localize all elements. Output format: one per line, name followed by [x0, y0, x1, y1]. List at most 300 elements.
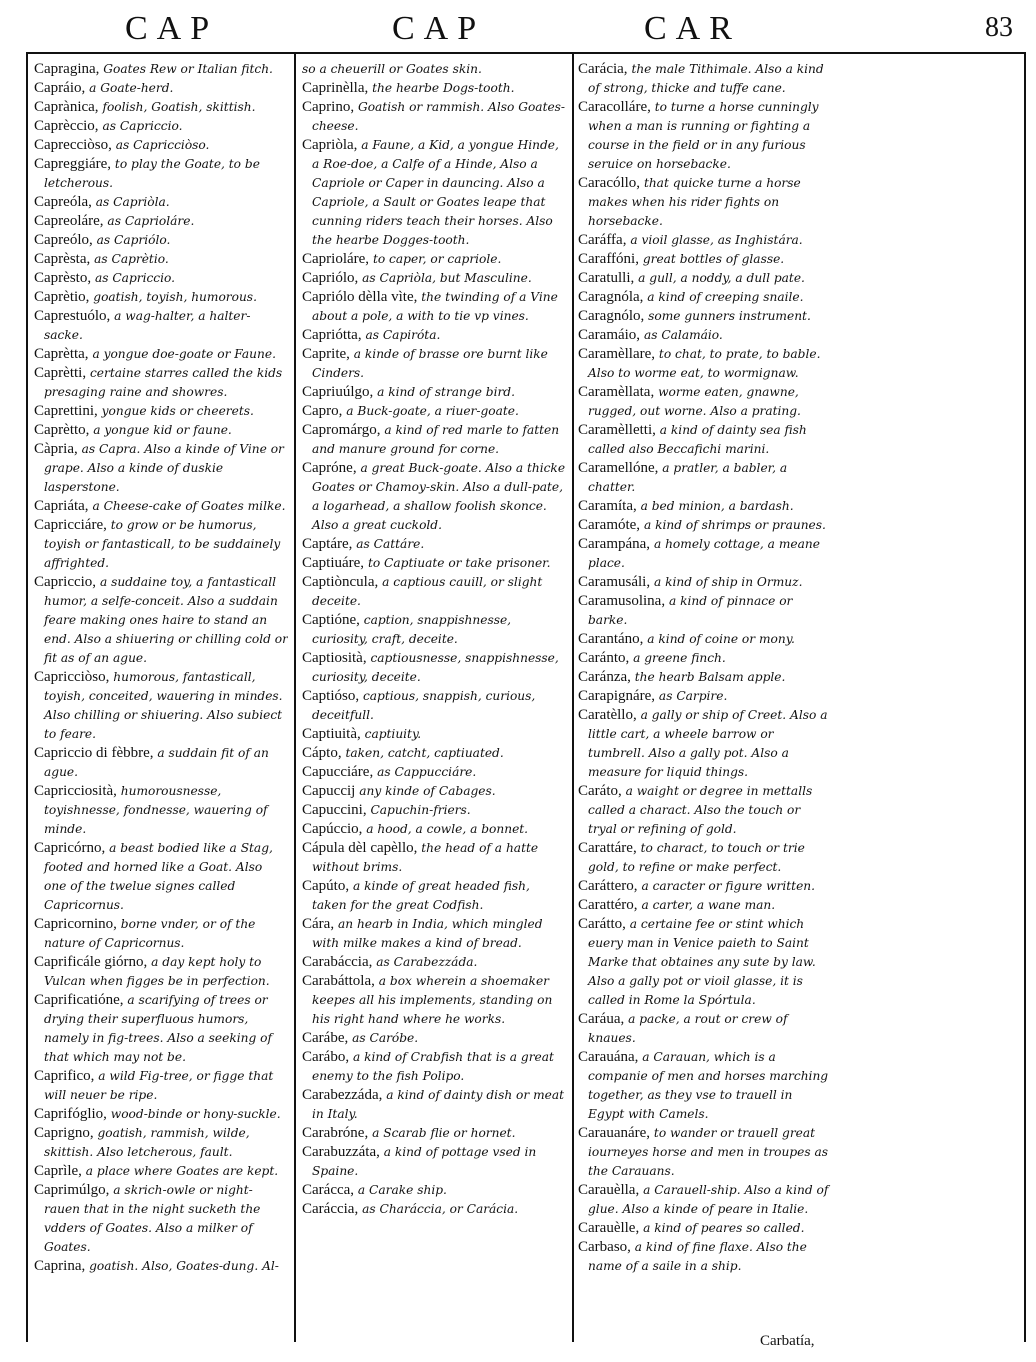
entry-definition: as Caróbe.: [352, 1031, 419, 1045]
entry-headword: Capreóla,: [34, 194, 92, 210]
running-head-center: CAP: [392, 10, 486, 47]
dictionary-entry: [578, 1219, 832, 1238]
dictionary-entry: [578, 1181, 832, 1219]
dictionary-entry: [302, 744, 566, 763]
dictionary-entry: [578, 497, 832, 516]
entry-headword: Caprifico,: [34, 1068, 95, 1084]
entry-definition: a wild Fig-tree, or figge that will neuer be ripe.: [44, 1069, 274, 1102]
entry-headword: Caprestuólo,: [34, 308, 111, 324]
column-divider-2: [572, 54, 574, 1342]
entry-headword: Carabezzáda,: [302, 1087, 383, 1103]
dictionary-entry: [34, 953, 288, 991]
right-rule: [1024, 52, 1026, 1342]
entry-definition: as Carabezzáda.: [376, 955, 478, 969]
entry-headword: Captáre,: [302, 536, 353, 552]
dictionary-entry: [34, 516, 288, 573]
entry-headword: Carabróne,: [302, 1125, 369, 1141]
dictionary-entry: [302, 782, 566, 801]
dictionary-entry: [302, 1200, 566, 1219]
entry-headword: Caprètti,: [34, 365, 87, 381]
dictionary-entry: [578, 706, 832, 782]
dictionary-entry: [578, 573, 832, 592]
entry-headword: Caragnóla,: [578, 289, 644, 305]
dictionary-entry: [302, 1181, 566, 1200]
entry-headword: Carapignáre,: [578, 688, 656, 704]
entry-definition: a kinde of brasse ore burnt like Cinders.: [312, 347, 548, 380]
dictionary-entry: [578, 839, 832, 877]
entry-definition: a hood, a cowle, a bonnet.: [366, 822, 529, 836]
entry-definition: to turne a horse cunningly when a man is running or fighting a course in the field or in any furious seruice on horsebacke.: [588, 100, 819, 171]
entry-definition: a Buck-goate, a riuer-goate.: [346, 404, 519, 418]
entry-definition: great bottles of glasse.: [642, 252, 785, 266]
entry-headword: Capriótta,: [302, 327, 362, 343]
entry-headword: Cápula dèl capèllo,: [302, 840, 418, 856]
entry-headword: Captiuità,: [302, 726, 361, 742]
running-head-left: CAP: [125, 10, 219, 47]
entry-headword: Caprinèlla,: [302, 80, 369, 96]
dictionary-entry: [302, 60, 566, 79]
entry-headword: Captióso,: [302, 688, 360, 704]
page-number: 83: [985, 12, 1013, 43]
entry-definition: humorousnesse, toyishnesse, fondnesse, wauering of minde.: [44, 784, 268, 836]
entry-headword: Caprifóglio,: [34, 1106, 107, 1122]
dictionary-entry: [578, 174, 832, 231]
dictionary-entry: [34, 915, 288, 953]
entry-definition: a Carauell-ship. Also a kind of glue. Also a kinde of peare in Italie.: [588, 1183, 829, 1216]
entry-headword: Caragnólo,: [578, 308, 645, 324]
entry-headword: Capriólo,: [302, 270, 359, 286]
dictionary-entry: [34, 573, 288, 668]
entry-headword: Capráio,: [34, 80, 86, 96]
entry-headword: Caprificatióne,: [34, 992, 124, 1008]
entry-definition: a waight or degree in mettalls called a charact. Also the touch or tryal or refining of gold.: [588, 784, 813, 836]
entry-headword: Caprimúlgo,: [34, 1182, 110, 1198]
entry-headword: Capriuúlgo,: [302, 384, 374, 400]
entry-headword: Capricciòso,: [34, 669, 110, 685]
dictionary-entry: [34, 1067, 288, 1105]
dictionary-entry: [34, 1105, 288, 1124]
entry-definition: the male Tithimale. Also a kind of strong, thicke and tuffe cane.: [588, 62, 824, 95]
entry-definition: captiousnesse, snappishnesse, curiosity, deceite.: [312, 651, 559, 684]
dictionary-entry: [34, 60, 288, 79]
dictionary-entry: [302, 1029, 566, 1048]
dictionary-entry: [578, 383, 832, 421]
entry-definition: foolish, Goatish, skittish.: [102, 100, 256, 114]
dictionary-entry: [34, 345, 288, 364]
entry-headword: Caráto,: [578, 783, 622, 799]
entry-definition: a gull, a noddy, a dull pate.: [638, 271, 805, 285]
entry-headword: Captiòncula,: [302, 574, 379, 590]
entry-definition: a beast bodied like a Stag, footed and horned like a Goat. Also one of the twelue signes called Capricornus.: [44, 841, 273, 912]
entry-definition: a Scarab flie or hornet.: [372, 1126, 516, 1140]
entry-headword: Caránza,: [578, 669, 631, 685]
dictionary-entry: [578, 421, 832, 459]
dictionary-entry: [578, 250, 832, 269]
entry-headword: Capuccini,: [302, 802, 367, 818]
dictionary-entry: [34, 839, 288, 915]
dictionary-entry: [34, 364, 288, 402]
entry-definition: a Carauan, which is a companie of men and horses marching together, as they vse to trauell in Egypt with Camels.: [588, 1050, 829, 1121]
entry-definition: a kind of coine or mony.: [647, 632, 795, 646]
dictionary-entry: [578, 592, 832, 630]
entry-definition: a gally or ship of Creet. Also a little cart, a wheele barrow or tumbrell. Also a gally pot. Also a measure for liquid things.: [588, 708, 828, 779]
entry-definition: any kinde of Cabages.: [359, 784, 496, 798]
entry-definition: yongue kids or cheerets.: [101, 404, 254, 418]
entry-definition: as Caprètio.: [94, 252, 169, 266]
dictionary-entry: [578, 231, 832, 250]
entry-headword: Caratulli,: [578, 270, 635, 286]
entry-definition: a skrich-owle or night-rauen that in the night sucketh the vdders of Goates. Also a milker of Goates.: [44, 1183, 261, 1254]
entry-headword: Caprètta,: [34, 346, 89, 362]
dictionary-entry: [302, 877, 566, 915]
entry-headword: Caramèllare,: [578, 346, 656, 362]
dictionary-entry: [578, 269, 832, 288]
entry-headword: Caprètio,: [34, 289, 90, 305]
entry-definition: a kind of Crabfish that is a great enemy to the fish Polipo.: [312, 1050, 554, 1083]
dictionary-entry: [34, 155, 288, 193]
entry-headword: Capreggiáre,: [34, 156, 112, 172]
dictionary-entry: [578, 782, 832, 839]
entry-headword: Caramáio,: [578, 327, 641, 343]
entry-headword: Capúccio,: [302, 821, 363, 837]
entry-definition: a wag-halter, a halter-sacke.: [44, 309, 251, 342]
dictionary-entry: [302, 649, 566, 687]
entry-definition: goatish. Also, Goates-dung. Al-: [89, 1259, 279, 1273]
entry-definition: to charact, to touch or trie gold, to refine or make perfect.: [588, 841, 805, 874]
dictionary-entry: [34, 1124, 288, 1162]
entry-definition: a caracter or figure written.: [641, 879, 816, 893]
dictionary-entry: [578, 1048, 832, 1124]
dictionary-entry: [302, 136, 566, 250]
entry-definition: a kind of creeping snaile.: [647, 290, 804, 304]
dictionary-entry: [34, 231, 288, 250]
dictionary-entry: [34, 193, 288, 212]
entry-headword: Capreoláre,: [34, 213, 104, 229]
entry-headword: Carácia,: [578, 61, 628, 77]
entry-definition: a kind of shrimps or praunes.: [643, 518, 826, 532]
entry-headword: Caraffóni,: [578, 251, 639, 267]
entry-definition: a vioil glasse, as Inghistára.: [630, 233, 803, 247]
dictionary-entry: [578, 535, 832, 573]
entry-headword: Caprite,: [302, 346, 350, 362]
column-3: [578, 60, 832, 1338]
entry-definition: borne vnder, or of the nature of Capricornus.: [44, 917, 256, 950]
entry-headword: Caracóllo,: [578, 175, 641, 191]
dictionary-entry: [34, 1162, 288, 1181]
entry-definition: a pratler, a babler, a chatter.: [588, 461, 788, 494]
entry-definition: as Capra. Also a kinde of Vine or grape. Also a kinde of duskie lasperstone.: [44, 442, 284, 494]
entry-definition: the hearbe Dogs-tooth.: [372, 81, 515, 95]
catchword: Carbatía,: [760, 1333, 815, 1349]
entry-headword: Caprina,: [34, 1258, 86, 1274]
dictionary-entry: [302, 250, 566, 269]
entry-headword: Capriccio di fèbbre,: [34, 745, 154, 761]
entry-definition: as Capricciòso.: [115, 138, 210, 152]
entry-headword: Caprettini,: [34, 403, 98, 419]
entry-definition: taken, catcht, captiuated.: [345, 746, 504, 760]
entry-definition: a kind of pottage vsed in Spaine.: [312, 1145, 537, 1178]
entry-definition: Goatish or rammish. Also Goates-cheese.: [312, 100, 566, 133]
entry-headword: Carábo,: [302, 1049, 350, 1065]
entry-definition: captiuity.: [364, 727, 422, 741]
entry-headword: Carauána,: [578, 1049, 639, 1065]
entry-definition: as Capriccio.: [94, 271, 176, 285]
entry-headword: Capucciáre,: [302, 764, 374, 780]
entry-headword: Caramusolina,: [578, 593, 666, 609]
dictionary-entry: [578, 288, 832, 307]
entry-headword: Capreólo,: [34, 232, 93, 248]
dictionary-entry: [302, 953, 566, 972]
dictionary-entry: [302, 402, 566, 421]
dictionary-entry: [34, 991, 288, 1067]
entry-headword: Capricciosità,: [34, 783, 117, 799]
dictionary-entry: [578, 877, 832, 896]
entry-headword: Carauanáre,: [578, 1125, 651, 1141]
dictionary-entry: [34, 79, 288, 98]
dictionary-entry: [578, 668, 832, 687]
dictionary-entry: [578, 649, 832, 668]
entry-definition: as Caprioláre.: [107, 214, 195, 228]
dictionary-entry: [34, 402, 288, 421]
entry-definition: to Captiuate or take prisoner.: [367, 556, 551, 570]
entry-definition: wood-binde or hony-suckle.: [110, 1107, 281, 1121]
entry-headword: Caráccia,: [302, 1201, 359, 1217]
dictionary-entry: [34, 136, 288, 155]
dictionary-entry: [302, 687, 566, 725]
entry-headword: Carantáno,: [578, 631, 644, 647]
dictionary-entry: [302, 421, 566, 459]
entry-definition: a kind of fine flaxe. Also the name of a saile in a ship.: [588, 1240, 807, 1273]
entry-headword: Capuccij: [302, 783, 356, 799]
entry-definition: a Goate-herd.: [89, 81, 174, 95]
entry-headword: Caramóte,: [578, 517, 641, 533]
entry-headword: Caránto,: [578, 650, 630, 666]
entry-definition: a yongue kid or faune.: [93, 423, 232, 437]
top-rule: [26, 52, 1026, 54]
dictionary-entry: [578, 687, 832, 706]
entry-headword: Capricornino,: [34, 916, 117, 932]
entry-headword: Caramèlletti,: [578, 422, 656, 438]
dictionary-entry: [302, 820, 566, 839]
entry-headword: Cápto,: [302, 745, 342, 761]
dictionary-entry: [578, 326, 832, 345]
dictionary-entry: [302, 839, 566, 877]
entry-headword: Caprigno,: [34, 1125, 94, 1141]
entry-definition: the head of a hatte without brims.: [312, 841, 539, 874]
entry-headword: Captióne,: [302, 612, 360, 628]
entry-definition: a Carake ship.: [357, 1183, 447, 1197]
dictionary-entry: [34, 288, 288, 307]
dictionary-entry: [34, 307, 288, 345]
dictionary-entry: [302, 79, 566, 98]
dictionary-entry: [302, 459, 566, 535]
dictionary-entry: [302, 1124, 566, 1143]
entry-definition: as Capriòla.: [95, 195, 170, 209]
entry-headword: Caramèllata,: [578, 384, 655, 400]
dictionary-entry: [34, 1181, 288, 1257]
entry-definition: a captious cauill, or slight deceite.: [312, 575, 543, 608]
entry-headword: Captiosità,: [302, 650, 367, 666]
entry-definition: an hearb in India, which mingled with milke makes a kind of bread.: [312, 917, 543, 950]
entry-definition: the twinding of a Vine about a pole, a with to tie vp vines.: [312, 290, 558, 323]
dictionary-entry: [578, 630, 832, 649]
entry-headword: Caprecciòso,: [34, 137, 112, 153]
column-divider-1: [294, 54, 296, 1342]
entry-definition: a Cheese-cake of Goates milke.: [92, 499, 286, 513]
entry-definition: to grow or be humorus, toyish or fantasticall, to be suddainely affrighted.: [44, 518, 281, 570]
column-2: [302, 60, 566, 1338]
dictionary-entry: [302, 1048, 566, 1086]
entry-definition: a kind of dainty dish or meat in Italy.: [312, 1088, 565, 1121]
dictionary-entry: [34, 744, 288, 782]
entry-headword: Carácca,: [302, 1182, 355, 1198]
entry-headword: Capragina,: [34, 61, 100, 77]
dictionary-entry: [34, 212, 288, 231]
dictionary-entry: [578, 98, 832, 174]
dictionary-entry: [302, 269, 566, 288]
entry-definition: that quicke turne a horse makes when his rider fights on horsebacke.: [588, 176, 801, 228]
entry-definition: a place where Goates are kept.: [85, 1164, 279, 1178]
dictionary-entry: [34, 269, 288, 288]
entry-headword: Carátto,: [578, 916, 626, 932]
entry-definition: a certaine fee or stint which euery man in Venice paieth to Saint Marke that obtaines any sute by law. Also a gally pot or vioil glasse, it is called in Rome la Spórtula.: [588, 917, 816, 1007]
entry-definition: a kind of dainty sea fish called also Beccafichi marini.: [588, 423, 807, 456]
entry-definition: to play the Goate, to be letcherous.: [44, 157, 260, 190]
entry-definition: a suddaine toy, a fantasticall humor, a selfe-conceit. Also a suddain feare making ones haire to stand an end. Also a shiuering or chilling cold or fit as of an ague.: [44, 575, 288, 665]
entry-headword: Capriòla,: [302, 137, 358, 153]
dictionary-entry: [578, 307, 832, 326]
entry-definition: a box wherein a shoemaker keepes all his implements, standing on his right hand where he works.: [312, 974, 553, 1026]
dictionary-entry: [302, 573, 566, 611]
entry-definition: as Cappucciáre.: [377, 765, 477, 779]
dictionary-entry: [34, 421, 288, 440]
entry-definition: as Capriólo.: [96, 233, 171, 247]
entry-definition: a day kept holy to Vulcan when figges be in perfection.: [44, 955, 270, 988]
entry-headword: Capróne,: [302, 460, 357, 476]
dictionary-entry: [302, 98, 566, 136]
dictionary-entry: [302, 915, 566, 953]
entry-headword: Carábe,: [302, 1030, 349, 1046]
entry-headword: Caráttero,: [578, 878, 638, 894]
entry-definition: a greene finch.: [633, 651, 726, 665]
entry-headword: Caráffa,: [578, 232, 627, 248]
dictionary-entry: [302, 288, 566, 326]
entry-definition: captious, snappish, curious, deceitfull.: [312, 689, 536, 722]
entry-definition: certaine starres called the kids presaging raine and showres.: [44, 366, 283, 399]
entry-headword: Caprìle,: [34, 1163, 82, 1179]
entry-definition: goatish, toyish, humorous.: [93, 290, 257, 304]
dictionary-entry: [302, 345, 566, 383]
entry-definition: a suddain fit of an ague.: [44, 746, 269, 779]
entry-headword: Caramusáli,: [578, 574, 651, 590]
entry-headword: Caprètto,: [34, 422, 90, 438]
running-head-right: CAR: [644, 10, 741, 47]
entry-definition: Goates Rew or Italian fitch.: [103, 62, 273, 76]
entry-definition: Capuchin-friers.: [370, 803, 471, 817]
entry-headword: Capriccio,: [34, 574, 97, 590]
entry-definition: a bed minion, a bardash.: [640, 499, 794, 513]
dictionary-entry: [302, 763, 566, 782]
entry-headword: Càpria,: [34, 441, 78, 457]
entry-headword: Carabuzzáta,: [302, 1144, 380, 1160]
dictionary-entry: [34, 497, 288, 516]
entry-headword: Carbaso,: [578, 1239, 631, 1255]
dictionary-entry: [302, 554, 566, 573]
entry-headword: Caprificále giórno,: [34, 954, 148, 970]
dictionary-entry: [578, 1124, 832, 1181]
entry-headword: Carattéro,: [578, 897, 638, 913]
entry-definition: to caper, or capriole.: [372, 252, 502, 266]
entry-headword: Carauèlla,: [578, 1182, 640, 1198]
entry-headword: Captiuáre,: [302, 555, 365, 571]
entry-definition: a carter, a wane man.: [641, 898, 776, 912]
entry-definition: to chat, to prate, to bable. Also to worme eat, to wormignaw.: [588, 347, 821, 380]
entry-headword: Carattáre,: [578, 840, 637, 856]
dictionary-entry: [34, 98, 288, 117]
entry-definition: a kind of ship in Ormuz.: [653, 575, 803, 589]
entry-headword: Caprèccio,: [34, 118, 99, 134]
entry-headword: Carauèlle,: [578, 1220, 640, 1236]
entry-definition: a kind of peares so called.: [643, 1221, 805, 1235]
left-rule: [26, 52, 28, 1342]
dictionary-entry: [302, 801, 566, 820]
dictionary-entry: [578, 1010, 832, 1048]
dictionary-entry: [578, 516, 832, 535]
entry-headword: Caratèllo,: [578, 707, 637, 723]
entry-definition: so a cheuerill or Goates skin.: [302, 62, 482, 76]
entry-headword: Carabáttola,: [302, 973, 375, 989]
dictionary-entry: [34, 250, 288, 269]
entry-definition: as Cattáre.: [356, 537, 425, 551]
entry-definition: caption, snappishnesse, curiosity, craft, deceite.: [312, 613, 512, 646]
dictionary-entry: [34, 782, 288, 839]
entry-definition: to wander or trauell great iourneyes horse and men in troupes as the Carauans.: [588, 1126, 829, 1178]
entry-headword: Carampána,: [578, 536, 651, 552]
entry-definition: as Capriccio.: [102, 119, 183, 133]
dictionary-entry: [578, 1238, 832, 1276]
entry-headword: Caracolláre,: [578, 99, 651, 115]
entry-definition: humorous, fantasticall, toyish, conceited, wauering in mindes. Also chilling or shiuering. Also subiect to feare.: [44, 670, 283, 741]
entry-definition: a kinde of great headed fish, taken for the great Codfish.: [312, 879, 530, 912]
entry-headword: Caprioláre,: [302, 251, 370, 267]
entry-definition: a kind of red marle to fatten and manure ground for corne.: [312, 423, 560, 456]
entry-definition: as Calamáio.: [643, 328, 723, 342]
dictionary-entry: [34, 668, 288, 744]
dictionary-entry: [578, 915, 832, 1010]
entry-definition: the hearb Balsam apple.: [634, 670, 786, 684]
entry-headword: Caráua,: [578, 1011, 625, 1027]
entry-headword: Capricciáre,: [34, 517, 107, 533]
entry-headword: Cára,: [302, 916, 335, 932]
dictionary-entry: [34, 440, 288, 497]
entry-definition: a yongue doe-goate or Faune.: [92, 347, 276, 361]
entry-definition: goatish, rammish, wilde, skittish. Also letcherous, fault.: [44, 1126, 250, 1159]
entry-definition: a scarifying of trees or drying their superfluous humors, namely in fig-trees. Also a seeking of that which may not be.: [44, 993, 273, 1064]
entry-definition: as Charáccia, or Carácia.: [362, 1202, 519, 1216]
dictionary-entry: [302, 1086, 566, 1124]
entry-definition: worme eaten, gnawne, rugged, out worne. Also a prating.: [588, 385, 801, 418]
entry-headword: Caprèsta,: [34, 251, 91, 267]
dictionary-entry: [578, 60, 832, 98]
entry-definition: a packe, a rout or crew of knaues.: [588, 1012, 788, 1045]
entry-headword: Carabáccia,: [302, 954, 373, 970]
entry-headword: Capromárgo,: [302, 422, 381, 438]
dictionary-entry: [302, 611, 566, 649]
entry-definition: as Capiróta.: [365, 328, 441, 342]
dictionary-entry: [578, 345, 832, 383]
entry-definition: a great Buck-goate. Also a thicke Goates or Chamoy-skin. Also a dull-pate, a logarhead, a shallow foolish skonce. Also a great cuckold.: [312, 461, 566, 532]
dictionary-entry: [302, 326, 566, 345]
